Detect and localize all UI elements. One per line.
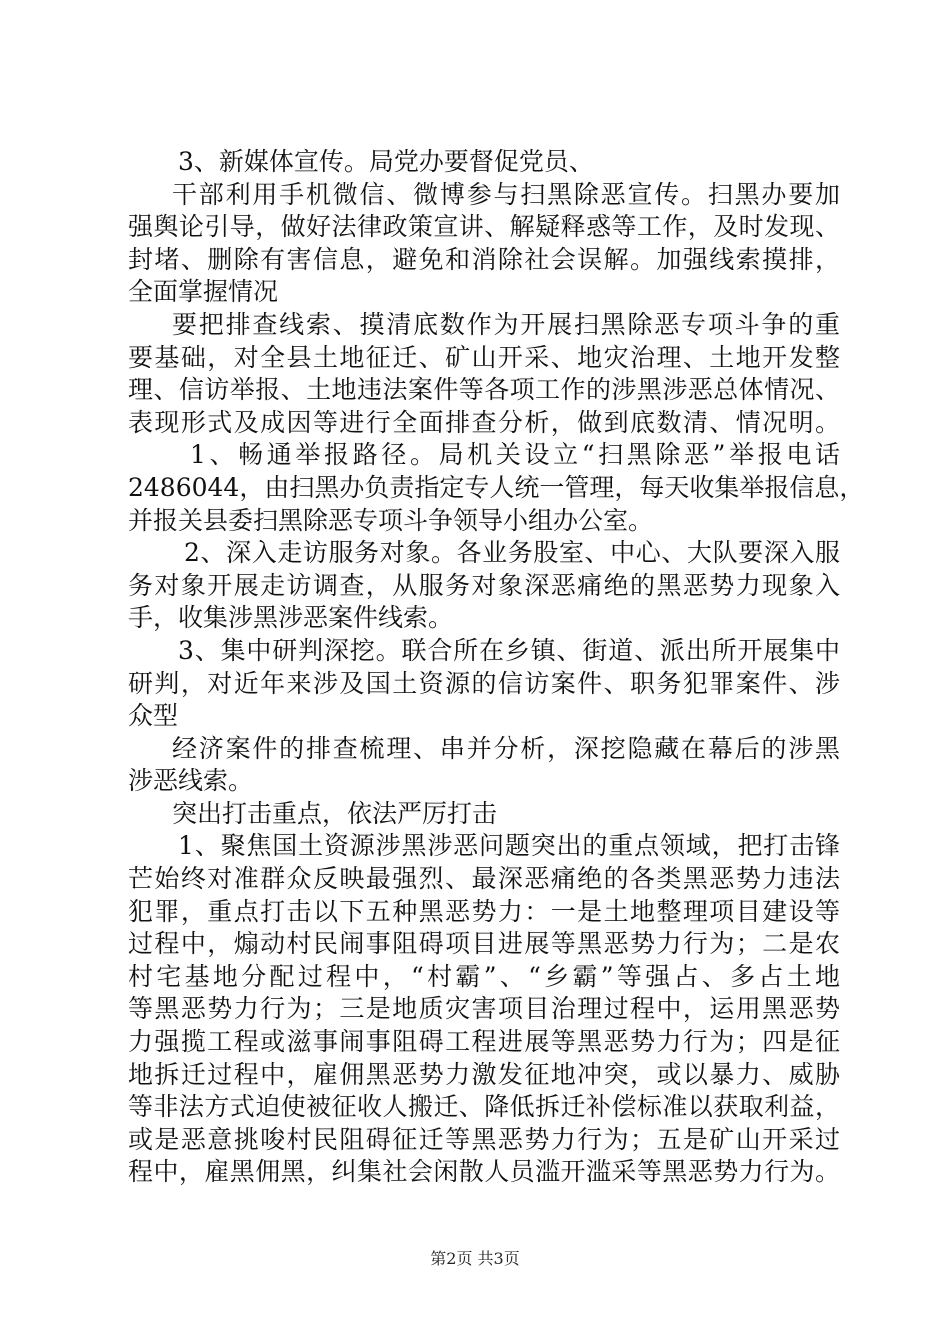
text-line: 要基础，对全县土地征迁、矿山开采、地灾治理、土地开发整 — [128, 342, 840, 372]
text-line: 力强揽工程或滋事闹事阻碍工程进展等黑恶势力行为；四是征 — [128, 1027, 840, 1057]
text-line: 众型 — [128, 701, 179, 731]
text-line: 务对象开展走访调查，从服务对象深恶痛绝的黑恶势力现象入 — [128, 570, 840, 600]
text-line: 封堵、删除有害信息，避免和消除社会误解。加强线索摸排， — [128, 244, 840, 274]
text-line: 理、信访举报、土地违法案件等各项工作的涉黑涉恶总体情况、 — [128, 375, 840, 405]
text-line: 研判，对近年来涉及国土资源的信访案件、职务犯罪案件、涉 — [128, 668, 840, 698]
text-line: 地拆迁过程中，雇佣黑恶势力激发征地冲突，或以暴力、威胁 — [128, 1059, 840, 1089]
text-line: 2486044，由扫黑办负责指定专人统一管理，每天收集举报信息， — [128, 472, 865, 502]
text-line: 等黑恶势力行为；三是地质灾害项目治理过程中，运用黑恶势 — [128, 994, 840, 1024]
text-line: 并报关县委扫黑除恶专项斗争领导小组办公室。 — [128, 505, 654, 535]
text-line: 1、聚焦国土资源涉黑涉恶问题突出的重点领域，把打击锋 — [178, 831, 840, 861]
text-line: 涉恶线索。 — [128, 766, 254, 796]
text-line: 或是恶意挑唆村民阻碍征迁等黑恶势力行为；五是矿山开采过 — [128, 1124, 840, 1154]
text-line: 过程中，煽动村民闹事阻碍项目进展等黑恶势力行为；二是农 — [128, 929, 840, 959]
text-line: 村宅基地分配过程中，“村霸”、“乡霸”等强占、多占土地 — [128, 961, 840, 991]
text-line: 手，收集涉黑涉恶案件线索。 — [128, 603, 454, 633]
text-line: 强舆论引导，做好法律政策宣讲、解疑释惑等工作，及时发现、 — [128, 212, 840, 242]
text-line: 表现形式及成因等进行全面排查分析，做到底数清、情况明。 — [128, 407, 840, 437]
text-line: 3、集中研判深挖。联合所在乡镇、街道、派出所开展集中 — [178, 635, 840, 665]
text-line: 等非法方式迫使被征收人搬迁、降低拆迁补偿标准以获取利益， — [128, 1092, 840, 1122]
text-line: 3、新媒体宣传。局党办要督促党员、 — [178, 147, 594, 176]
text-line: 要把排查线索、摸清底数作为开展扫黑除恶专项斗争的重 — [172, 309, 840, 339]
text-line: 程中，雇黑佣黑，纠集社会闲散人员滥开滥采等黑恶势力行为。 — [128, 1157, 840, 1187]
text-line: 全面掌握情况 — [128, 277, 279, 307]
text-line: 2、深入走访服务对象。各业务股室、中心、大队要深入服 — [184, 538, 840, 568]
section-heading: 突出打击重点，依法严厉打击 — [172, 798, 498, 828]
text-line: 犯罪，重点打击以下五种黑恶势力：一是土地整理项目建设等 — [128, 896, 840, 926]
text-line: 经济案件的排查梳理、串并分析，深挖隐藏在幕后的涉黑 — [172, 733, 840, 763]
text-line: 干部利用手机微信、微博参与扫黑除恶宣传。扫黑办要加 — [172, 179, 840, 209]
page-number-footer: 第2页 共3页 — [430, 1249, 520, 1268]
text-line: 1、畅通举报路径。局机关设立“扫黑除恶”举报电话 — [190, 440, 840, 470]
document-body — [128, 146, 865, 1189]
text-line: 芒始终对准群众反映最强烈、最深恶痛绝的各类黑恶势力违法 — [128, 864, 840, 894]
